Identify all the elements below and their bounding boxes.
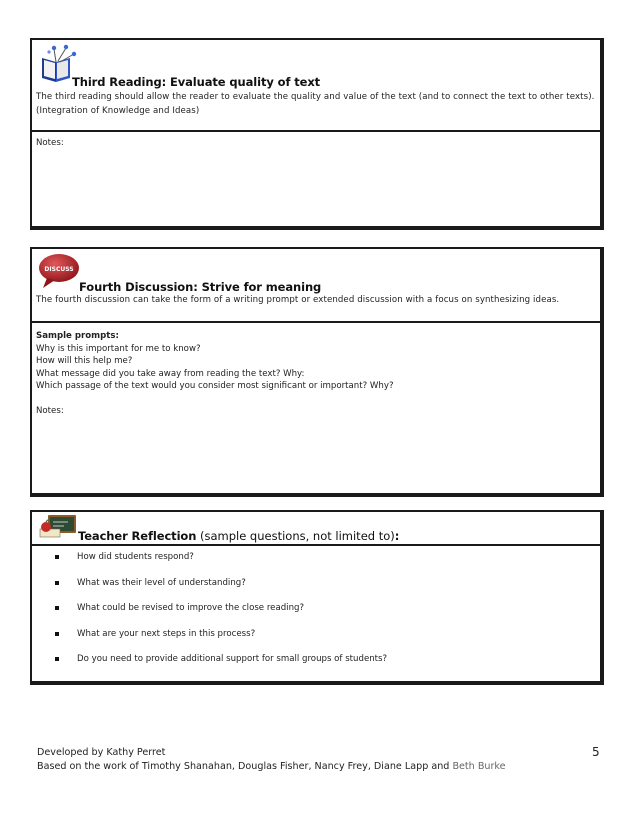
chalkboard-apple-icon — [38, 513, 78, 543]
fourth-discussion-box — [30, 247, 604, 497]
reflection-questions — [32, 546, 600, 680]
page-number: 5 — [592, 745, 600, 759]
discuss-icon-text: DISCUSS — [44, 266, 74, 273]
third-reading-description: The third reading should allow the reader to evaluate the quality and value of the text (and to connect the text to other texts). (Integration of Knowledge and Ideas) — [36, 92, 595, 116]
teacher-reflection-heading-bold: Teacher Reflection — [78, 529, 197, 543]
footer-developer: Developed by Kathy Perret — [37, 747, 166, 758]
teacher-reflection-box — [30, 510, 604, 685]
bullet-icon — [55, 632, 59, 636]
list-item: Do you need to provide additional support for small groups of students? — [32, 654, 600, 680]
teacher-reflection-list-area — [32, 546, 600, 683]
footer-credit-gray: Beth Burke — [452, 760, 506, 772]
prompt-item: What message did you take away from reading the text? Why: — [36, 368, 305, 379]
fourth-discussion-description: The fourth discussion can take the form of a writing prompt or extended discussion with a focus on synthesizing ideas. — [36, 295, 560, 305]
teacher-reflection-heading-rest: (sample questions, not limited to) — [196, 529, 395, 543]
fourth-discussion-prompts-area[interactable] — [32, 323, 600, 495]
notes-label: Notes: — [36, 138, 64, 148]
teacher-reflection-heading-colon: : — [394, 529, 400, 543]
bullet-icon — [55, 555, 59, 559]
list-item: What are your next steps in this process? — [32, 629, 600, 655]
bullet-icon — [55, 606, 59, 610]
list-item: How did students respond? — [32, 552, 600, 578]
prompt-item: How will this help me? — [36, 356, 133, 366]
list-item: What was their level of understanding? — [32, 578, 600, 604]
prompt-item: Why is this important for me to know? — [36, 343, 201, 354]
bullet-icon — [55, 581, 59, 585]
fourth-discussion-heading: Fourth Discussion: Strive for meaning — [79, 280, 322, 294]
discuss-bubble-icon — [37, 252, 81, 290]
fourth-discussion-header — [32, 249, 600, 323]
third-reading-heading: Third Reading: Evaluate quality of text — [72, 75, 321, 89]
bullet-icon — [55, 657, 59, 661]
sample-prompts-label: Sample prompts: — [36, 331, 119, 341]
teacher-reflection-heading — [78, 529, 399, 543]
prompt-item: Which passage of the text would you consider most significant or important? Why? — [36, 381, 394, 391]
notes-label: Notes: — [36, 405, 64, 416]
sample-prompts — [32, 323, 600, 417]
teacher-reflection-header — [32, 512, 600, 546]
third-reading-notes-area[interactable] — [32, 132, 600, 228]
third-reading-header — [32, 40, 600, 132]
footer — [37, 746, 506, 773]
third-reading-box — [30, 38, 604, 230]
list-item: What could be revised to improve the close reading? — [32, 603, 600, 629]
footer-credits: Based on the work of Timothy Shanahan, Douglas Fisher, Nancy Frey, Diane Lapp and Beth Burke — [37, 760, 506, 772]
